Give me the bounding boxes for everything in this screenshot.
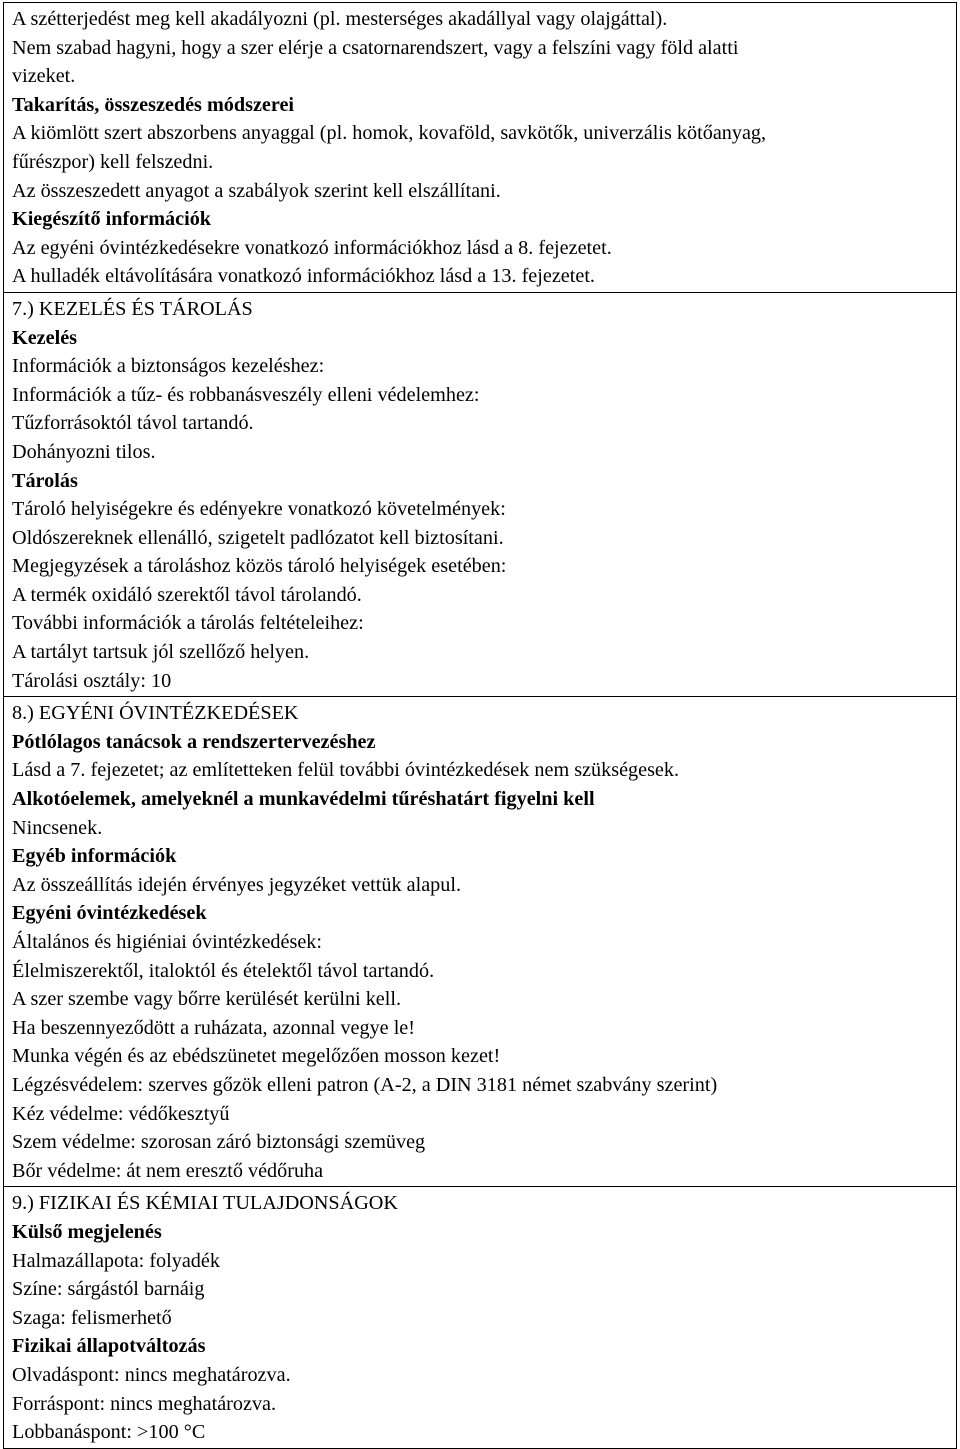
section-heading: Egyéb információk xyxy=(12,845,177,868)
text-line: fűrészpor) kell felszedni. xyxy=(12,150,214,173)
document-page xyxy=(3,2,957,1449)
text-line: Ha beszennyeződött a ruházata, azonnal vegye le! xyxy=(12,1016,415,1039)
document-section xyxy=(4,1187,956,1447)
text-line: Tároló helyiségekre és edényekre vonatkozó követelmények: xyxy=(12,498,506,521)
text-line: Kéz védelme: védőkesztyű xyxy=(12,1102,230,1125)
section-heading: Kiegészítő információk xyxy=(12,208,212,231)
text-line: Munka végén és az ebédszünetet megelőzően mosson kezet! xyxy=(12,1045,501,1068)
text-line: A hulladék eltávolítására vonatkozó információkhoz lásd a 13. fejezetet. xyxy=(12,265,595,288)
text-line: Az összeszedett anyagot a szabályok szerint kell elszállítani. xyxy=(12,179,501,202)
section-heading: Tárolás xyxy=(12,469,78,492)
section-heading: Alkotóelemek, amelyeknél a munkavédelmi tűréshatárt figyelni kell xyxy=(12,788,595,811)
text-line: A szétterjedést meg kell akadályozni (pl. mesterséges akadállyal vagy olajgáttal). xyxy=(12,8,668,30)
section-heading: Kezelés xyxy=(12,326,78,349)
text-line: A kiömlött szert abszorbens anyaggal (pl. homok, kovaföld, savkötők, univerzális kötőanyag, xyxy=(12,122,767,145)
text-line: Lásd a 7. fejezetet; az említetteken felül további óvintézkedések nem szükségesek. xyxy=(12,759,680,782)
text-line: Dohányozni tilos. xyxy=(12,440,156,463)
text-line: vizeket. xyxy=(12,65,76,88)
text-line: Halmazállapota: folyadék xyxy=(12,1249,220,1272)
text-line: Az összeállítás idején érvényes jegyzéket vettük alapul. xyxy=(12,873,461,896)
section-heading: Pótlólagos tanácsok a rendszertervezéshez xyxy=(12,730,376,753)
text-line: Olvadáspont: nincs meghatározva. xyxy=(12,1363,291,1386)
document-section xyxy=(4,293,956,697)
section-heading: Külső megjelenés xyxy=(12,1220,162,1243)
text-line: Légzésvédelem: szerves gőzök elleni patron (A-2, a DIN 3181 német szabvány szerint) xyxy=(12,1073,718,1096)
text-line: Információk a tűz- és robbanásveszély elleni védelemhez: xyxy=(12,383,480,406)
text-line: Szaga: felismerhető xyxy=(12,1306,172,1329)
text-line: Nincsenek. xyxy=(12,816,103,839)
text-line: 7.) KEZELÉS ÉS TÁROLÁS xyxy=(12,297,253,320)
text-line: Általános és higiéniai óvintézkedések: xyxy=(12,931,323,953)
text-line: 8.) EGYÉNI ÓVINTÉZKEDÉSEK xyxy=(12,702,299,725)
text-line: Forráspont: nincs meghatározva. xyxy=(12,1392,277,1415)
document-section xyxy=(4,3,956,293)
text-line: Oldószereknek ellenálló, szigetelt padlózatot kell biztosítani. xyxy=(12,526,504,549)
text-line: Tárolási osztály: 10 xyxy=(12,669,172,692)
text-line: Élelmiszerektől, italoktól és ételektől távol tartandó. xyxy=(12,959,435,982)
text-line: Lobbanáspont: >100 °C xyxy=(12,1421,206,1444)
text-line: Megjegyzések a tároláshoz közös tároló helyiségek esetében: xyxy=(12,555,507,578)
text-line: Nem szabad hagyni, hogy a szer elérje a csatornarendszert, vagy a felszíni vagy föld alatti xyxy=(12,36,739,59)
section-heading: Egyéni óvintézkedések xyxy=(12,902,207,925)
text-line: Tűzforrásoktól távol tartandó. xyxy=(12,412,254,435)
text-line: A szer szembe vagy bőrre kerülését kerülni kell. xyxy=(12,988,402,1011)
text-line: A termék oxidáló szerektől távol tárolandó. xyxy=(12,583,362,606)
section-heading: Fizikai állapotváltozás xyxy=(12,1335,206,1358)
text-line: A tartályt tartsuk jól szellőző helyen. xyxy=(12,641,310,664)
text-line: Szem védelme: szorosan záró biztonsági szemüveg xyxy=(12,1131,426,1154)
text-line: További információk a tárolás feltételeihez: xyxy=(12,612,364,635)
text-line: Információk a biztonságos kezeléshez: xyxy=(12,355,325,378)
text-line: Színe: sárgástól barnáig xyxy=(12,1278,205,1301)
text-line: Bőr védelme: át nem eresztő védőruha xyxy=(12,1159,324,1182)
section-heading: Takarítás, összeszedés módszerei xyxy=(12,93,295,116)
text-line: Az egyéni óvintézkedésekre vonatkozó információkhoz lásd a 8. fejezetet. xyxy=(12,236,612,259)
text-line: 9.) FIZIKAI ÉS KÉMIAI TULAJDONSÁGOK xyxy=(12,1192,398,1215)
document-section xyxy=(4,697,956,1187)
